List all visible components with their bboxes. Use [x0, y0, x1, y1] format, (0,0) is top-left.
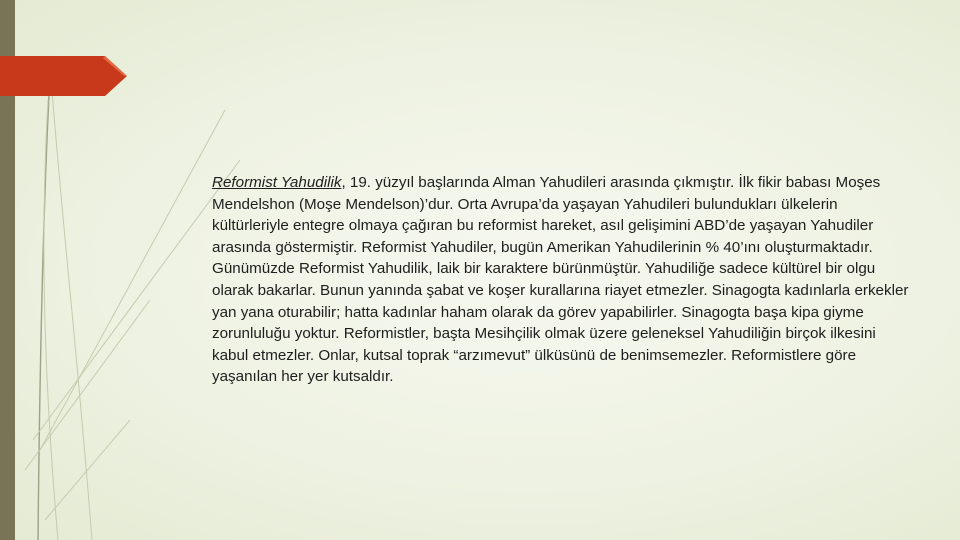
content-paragraph	[212, 172, 912, 388]
red-arrow-shape	[0, 56, 130, 98]
term-reformist-yahudilik: Reformist Yahudilik	[212, 174, 342, 191]
paragraph-body: , 19. yüzyıl başlarında Alman Yahudileri arasında çıkmıştır. İlk fikir babası Moşes Mendelshon (Moşe Mendelson)’dur. Orta Avrupa’da yaşayan Yahudileri bulundukları ülkelerin kültürleriyle entegre olmaya çağıran bu reformist hareket, asıl gelişimini ABD’de yaşayan Yahudiler arasında göstermiştir. Reformist Yahudiler, bugün Amerikan Yahudilerinin % 40’ını oluşturmaktadır. Günümüzde Reformist Yahudilik, laik bir karaktere bürünmüştür. Yahudiliğe sadece kültürel bir olgu olarak bakarlar. Bunun yanında şabat ve koşer kurallarına riayet etmezler. Sinagogta kadınlarla erkekler yan yana oturabilir; hatta kadınlar haham olarak da görev yapabilirler. Sinagogta başa kipa giyme zorunluluğu yoktur. Reformistler, başta Mesihçilik olmak üzere geleneksel Yahudiliğin birçok ilkesini kabul etmezler. Onlar, kutsal toprak “arzımevut” ülküsünü de benimsemezler. Reformistlere göre yaşanılan her yer kutsaldır.	[212, 174, 909, 386]
